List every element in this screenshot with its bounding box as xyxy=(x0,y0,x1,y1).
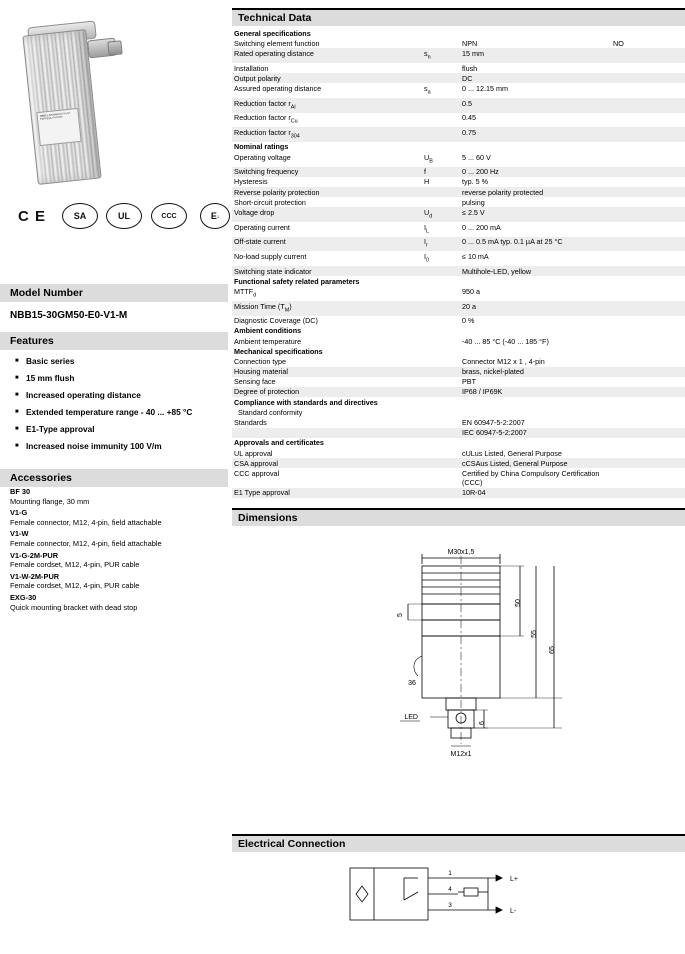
spec-label: Rated operating distance xyxy=(234,48,314,58)
spec-value: 15 mm xyxy=(462,48,484,58)
spec-group-header: Nominal ratings xyxy=(232,142,685,152)
spec-label: Output polarity xyxy=(234,73,281,83)
accessory-name: V1-W-2M-PUR xyxy=(10,571,60,581)
spec-symbol xyxy=(422,488,460,498)
spec-row xyxy=(232,448,685,458)
dim-36-label: 36 xyxy=(408,679,416,687)
spec-value: Certified by China Compulsory Certification (CCC) xyxy=(462,468,600,487)
sensor-connector-tip xyxy=(107,40,122,55)
spec-label: Degree of protection xyxy=(234,387,300,397)
spec-value: 0 % xyxy=(462,316,475,326)
spec-value-2 xyxy=(611,448,685,458)
spec-row xyxy=(232,73,685,83)
spec-group-header: Compliance with standards and directives xyxy=(232,397,685,407)
spec-value: cULus Listed, General Purpose xyxy=(462,448,562,458)
spec-value: 0.45 xyxy=(462,113,476,123)
spec-label: Operating voltage xyxy=(234,152,291,162)
spec-label: Standards xyxy=(234,418,267,428)
spec-symbol xyxy=(422,377,460,387)
accessory-desc: Female connector, M12, 4-pin, field attachable xyxy=(10,538,162,548)
spec-label: E1 Type approval xyxy=(234,488,290,498)
technical-data-table xyxy=(232,28,685,498)
technical-data-heading: Technical Data xyxy=(232,8,685,26)
spec-symbol xyxy=(422,458,460,468)
accessory-desc: Mounting flange, 30 mm xyxy=(10,496,90,506)
spec-row xyxy=(232,187,685,197)
spec-value-2 xyxy=(611,207,685,222)
product-photo xyxy=(12,14,212,194)
spec-value-2 xyxy=(611,73,685,83)
spec-label xyxy=(232,428,422,438)
spec-value-2 xyxy=(611,48,685,63)
spec-group-header: General specifications xyxy=(232,28,685,38)
spec-label: Off-state current xyxy=(234,237,286,247)
csa-logo-icon: SA xyxy=(62,203,98,229)
spec-value: ≤ 2.5 V xyxy=(462,208,485,218)
spec-row xyxy=(232,266,685,276)
spec-value-2 xyxy=(611,336,685,346)
spec-symbol: $s_a$ xyxy=(424,83,431,96)
features-list xyxy=(14,356,231,458)
spec-symbol xyxy=(422,387,460,397)
spec-row xyxy=(232,428,685,438)
accessory-name: V1-G-2M-PUR xyxy=(10,550,59,560)
spec-value-2 xyxy=(611,488,685,498)
spec-value: Multihole-LED, yellow xyxy=(462,266,532,276)
spec-symbol xyxy=(422,367,460,377)
spec-label: Connection type xyxy=(234,356,286,366)
accessory-name: EXG-30 xyxy=(10,592,37,602)
spec-row xyxy=(232,251,685,266)
model-number-heading: Model Number xyxy=(0,284,228,302)
spec-row xyxy=(232,458,685,468)
spec-value: IEC 60947-5-2:2007 xyxy=(462,428,527,438)
spec-value-2 xyxy=(611,113,685,128)
spec-symbol xyxy=(422,468,460,487)
spec-label: Hysteresis xyxy=(234,177,268,187)
spec-label: CSA approval xyxy=(234,458,278,468)
l-plus-label: L+ xyxy=(510,875,518,883)
spec-symbol xyxy=(422,417,460,427)
spec-value: 0 ... 200 Hz xyxy=(462,167,499,177)
spec-label: Switching element function xyxy=(234,38,320,48)
electrical-connection-heading: Electrical Connection xyxy=(232,834,685,852)
spec-row xyxy=(232,417,685,427)
spec-value-2 xyxy=(611,187,685,197)
spec-value-2 xyxy=(611,237,685,252)
accessory-name: V1-G xyxy=(10,508,28,518)
accessory-desc: Quick mounting bracket with dead stop xyxy=(10,602,138,612)
spec-row xyxy=(232,488,685,498)
spec-value: 0 ... 12.15 mm xyxy=(462,83,508,93)
spec-value: 5 ... 60 V xyxy=(462,152,491,162)
spec-label: Reverse polarity protection xyxy=(234,187,320,197)
pin-3-label: 3 xyxy=(448,901,452,909)
spec-label: Voltage drop xyxy=(234,208,275,218)
spec-value: -40 ... 85 °C (-40 ... 185 °F) xyxy=(462,336,549,346)
spec-label: $MTTF_d$ xyxy=(234,286,257,299)
accessories-heading: Accessories xyxy=(0,469,228,487)
spec-row xyxy=(232,222,685,237)
dim-m12-label: M12x1 xyxy=(450,750,472,758)
spec-value-2 xyxy=(611,177,685,187)
dimensions-heading: Dimensions xyxy=(232,508,685,526)
spec-value-2 xyxy=(611,458,685,468)
spec-value-2 xyxy=(611,152,685,167)
spec-value-2 xyxy=(611,286,685,301)
dim-m30-label: M30x1,5 xyxy=(447,548,475,556)
spec-row xyxy=(232,48,685,63)
spec-symbol xyxy=(422,428,460,438)
spec-value: 950 a xyxy=(462,286,480,296)
spec-label: Assured operating distance xyxy=(234,83,322,93)
ul-logo-icon: UL xyxy=(106,203,142,229)
spec-symbol xyxy=(422,73,460,83)
spec-row xyxy=(232,336,685,346)
spec-label: Mission Time $(T_M)$ xyxy=(234,301,292,313)
dim-65-label: 65 xyxy=(549,645,556,654)
ccc-logo-icon: CCC xyxy=(151,203,187,229)
electrical-diagram xyxy=(232,854,685,954)
spec-symbol xyxy=(422,301,460,316)
spec-value-2 xyxy=(611,167,685,177)
spec-label: Reduction factor $r_{304}$ xyxy=(234,127,300,140)
spec-label: Switching state indicator xyxy=(234,266,312,276)
right-column xyxy=(232,0,685,928)
spec-row xyxy=(232,301,685,316)
spec-value: IP68 / IP69K xyxy=(462,387,503,397)
spec-symbol: $I_0$ xyxy=(424,251,429,264)
spec-group-header: Approvals and certificates xyxy=(232,438,685,448)
product-label: NBB15-30GM50-E0-V1-M PEPPERL+FUCHS xyxy=(36,108,81,146)
spec-value-2 xyxy=(611,98,685,113)
spec-row xyxy=(232,377,685,387)
list-item: ■ Extended temperature range - 40 ... +85 °C xyxy=(26,407,231,418)
ce-mark-icon: C E xyxy=(18,208,47,225)
spec-value-2 xyxy=(611,387,685,397)
spec-symbol xyxy=(422,127,460,142)
spec-label: Sensing face xyxy=(234,377,276,387)
approval-logos xyxy=(14,200,219,236)
led-label: LED xyxy=(404,713,418,721)
spec-row xyxy=(232,177,685,187)
spec-subgroup-header: Standard conformity xyxy=(238,407,303,417)
spec-group-header: Ambient conditions xyxy=(232,326,685,336)
spec-row xyxy=(232,83,685,98)
spec-row xyxy=(232,63,685,73)
spec-symbol: f xyxy=(424,167,426,177)
spec-row xyxy=(232,237,685,252)
spec-value: 0 ... 200 mA xyxy=(462,222,501,232)
spec-label: Diagnostic Coverage (DC) xyxy=(234,316,318,326)
accessories-list xyxy=(10,487,222,614)
spec-label: Installation xyxy=(234,63,269,73)
model-number-value: NBB15-30GM50-E0-V1-M xyxy=(10,310,128,321)
spec-symbol xyxy=(422,356,460,366)
accessory-desc: Female cordset, M12, 4-pin, PUR cable xyxy=(10,560,140,570)
spec-value: reverse polarity protected xyxy=(462,187,544,197)
spec-value: 10R-04 xyxy=(462,488,486,498)
features-heading: Features xyxy=(0,332,228,350)
spec-label: Operating current xyxy=(234,222,290,232)
spec-symbol xyxy=(422,98,460,113)
spec-value-2 xyxy=(611,417,685,427)
dim-55-label: 55 xyxy=(531,629,538,638)
spec-value: flush xyxy=(462,63,478,73)
spec-symbol xyxy=(422,187,460,197)
spec-label: Housing material xyxy=(234,367,288,377)
spec-symbol xyxy=(422,448,460,458)
spec-value-2 xyxy=(611,83,685,98)
spec-symbol xyxy=(422,266,460,276)
spec-value-2 xyxy=(611,222,685,237)
l-minus-label: L- xyxy=(510,907,517,915)
spec-symbol xyxy=(422,63,460,73)
spec-row xyxy=(232,356,685,366)
spec-value-2 xyxy=(611,127,685,142)
spec-value-2: NO xyxy=(613,38,624,48)
dim-5-label: 5 xyxy=(397,612,404,617)
spec-group-header: Functional safety related parameters xyxy=(232,276,685,286)
spec-row xyxy=(232,468,685,487)
spec-symbol: $U_B$ xyxy=(424,152,433,165)
left-column xyxy=(0,0,228,928)
spec-label: Short-circuit protection xyxy=(234,197,306,207)
spec-symbol xyxy=(422,197,460,207)
spec-value: NPN xyxy=(462,38,478,48)
spec-value: cCSAus Listed, General Purpose xyxy=(462,458,568,468)
spec-value-2 xyxy=(611,316,685,326)
spec-row xyxy=(232,387,685,397)
spec-value-2 xyxy=(611,251,685,266)
spec-row xyxy=(232,167,685,177)
spec-value-2 xyxy=(611,266,685,276)
spec-symbol xyxy=(422,336,460,346)
spec-symbol xyxy=(422,286,460,301)
dim-50-label: 50 xyxy=(515,598,522,607)
spec-row xyxy=(232,38,685,48)
list-item: ■ 15 mm flush xyxy=(26,373,231,384)
spec-symbol xyxy=(422,316,460,326)
dim-6-label: 6 xyxy=(479,720,486,725)
spec-value-2 xyxy=(611,377,685,387)
spec-label: No-load supply current xyxy=(234,251,307,261)
spec-symbol: $U_d$ xyxy=(424,208,433,220)
spec-row xyxy=(232,113,685,128)
spec-symbol: H xyxy=(424,177,430,187)
spec-value: brass, nickel-plated xyxy=(462,367,524,377)
list-item: ■ E1-Type approval xyxy=(26,424,231,435)
accessory-desc: Female cordset, M12, 4-pin, PUR cable xyxy=(10,581,140,591)
spec-symbol xyxy=(422,113,460,128)
spec-group-header: Mechanical specifications xyxy=(232,346,685,356)
accessory-name: BF 30 xyxy=(10,487,31,496)
spec-value: 20 a xyxy=(462,301,476,311)
spec-symbol: $I_L$ xyxy=(424,222,429,235)
spec-row xyxy=(232,197,685,207)
spec-row xyxy=(232,127,685,142)
spec-value: 0.5 xyxy=(462,98,472,108)
spec-value-2 xyxy=(611,367,685,377)
spec-value: 0.75 xyxy=(462,127,476,137)
spec-symbol xyxy=(422,38,460,48)
spec-value-2 xyxy=(611,301,685,316)
spec-symbol: $s_n$ xyxy=(424,48,431,61)
spec-label: Reduction factor $r_{Cu}$ xyxy=(234,113,298,125)
spec-row xyxy=(232,207,685,222)
spec-row xyxy=(232,367,685,377)
spec-row xyxy=(232,316,685,326)
spec-value: 0 ... 0.5 mA typ. 0.1 µA at 25 °C xyxy=(462,237,563,247)
spec-label: CCC approval xyxy=(234,468,280,478)
spec-value: EN 60947-5-2:2007 xyxy=(462,418,525,428)
spec-value-2 xyxy=(611,197,685,207)
spec-value-2 xyxy=(611,63,685,73)
spec-row xyxy=(232,152,685,167)
e1-logo-icon: E 1 xyxy=(200,203,230,229)
spec-value-2 xyxy=(611,468,685,487)
spec-value: ≤ 10 mA xyxy=(462,251,489,261)
spec-label: Ambient temperature xyxy=(234,336,302,346)
accessory-desc: Female connector, M12, 4-pin, field attachable xyxy=(10,517,162,527)
spec-label: Reduction factor $r_{Al}$ xyxy=(234,98,296,111)
list-item: ■ Increased operating distance xyxy=(26,390,231,401)
accessory-name: V1-W xyxy=(10,529,29,539)
pin-1-label: 1 xyxy=(448,869,452,877)
spec-row xyxy=(232,98,685,113)
spec-label: Switching frequency xyxy=(234,167,299,177)
spec-value: DC xyxy=(462,73,473,83)
spec-label: UL approval xyxy=(234,448,273,458)
spec-value: PBT xyxy=(462,377,476,387)
spec-symbol: $I_r$ xyxy=(424,237,428,249)
spec-value: Connector M12 x 1 , 4-pin xyxy=(462,356,545,366)
spec-value: pulsing xyxy=(462,197,485,207)
spec-value: typ. 5 % xyxy=(462,177,488,187)
list-item: ■ Increased noise immunity 100 V/m xyxy=(26,441,231,452)
dimensions-drawing xyxy=(232,528,685,828)
spec-row xyxy=(232,286,685,301)
list-item: ■ Basic series xyxy=(26,356,231,367)
spec-value-2 xyxy=(611,428,685,438)
spec-value-2 xyxy=(611,356,685,366)
pin-4-label: 4 xyxy=(448,885,452,893)
